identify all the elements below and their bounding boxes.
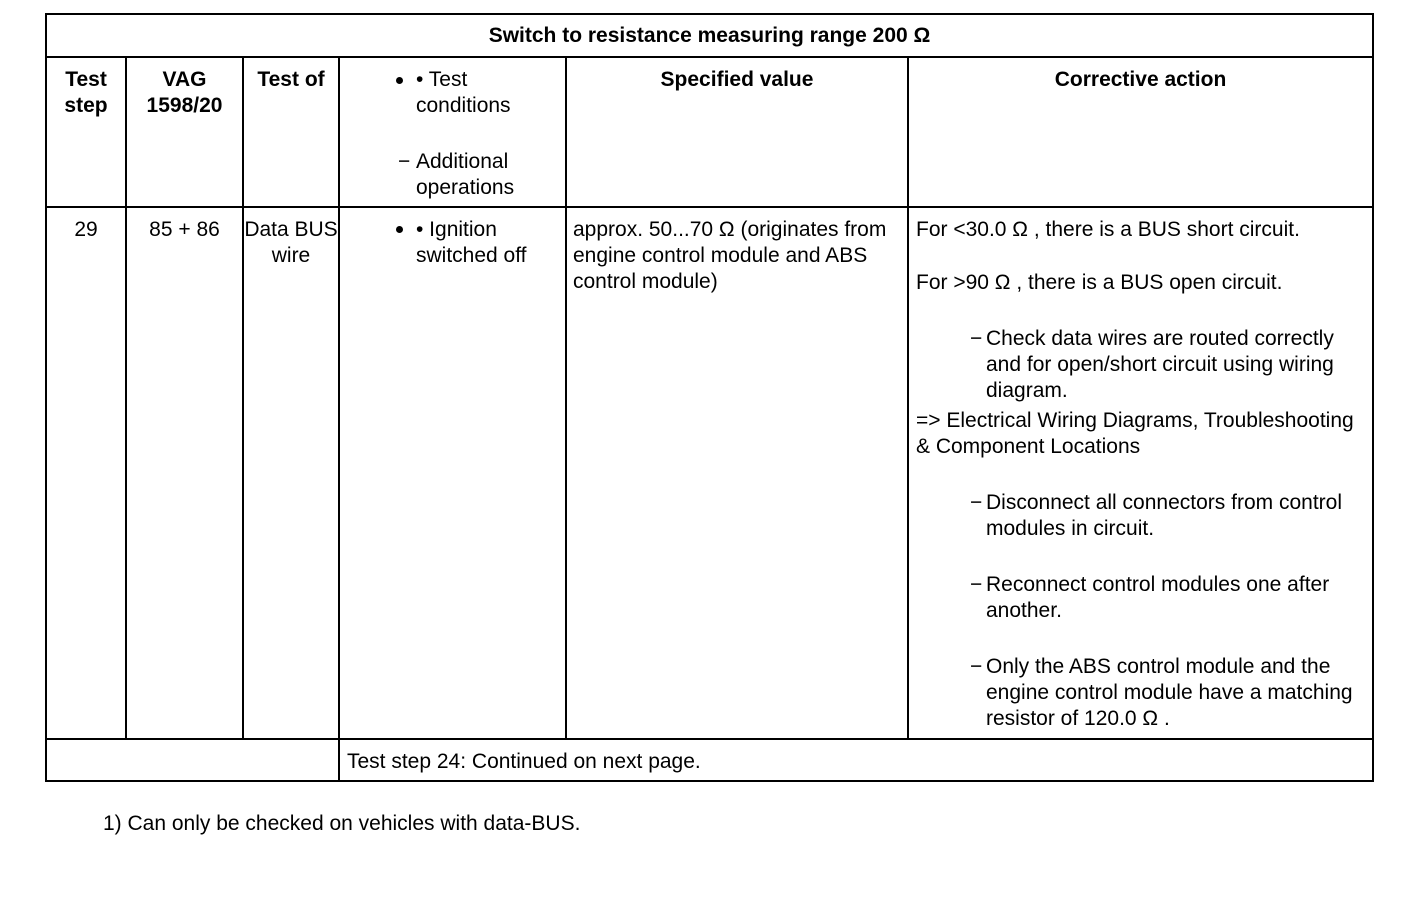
dash-icon: − <box>970 327 983 350</box>
header-test-step: Test step <box>46 57 126 207</box>
footer-continued: Test step 24: Continued on next page. <box>339 739 1373 781</box>
dash-icon: − <box>398 150 411 173</box>
header-additional-item <box>340 149 565 201</box>
dash-icon: − <box>970 491 983 514</box>
test-table <box>45 13 1374 782</box>
row-vag: 85 + 86 <box>126 207 243 739</box>
footer-row <box>46 739 1373 781</box>
corrective-short-circuit: For <30.0 Ω , there is a BUS short circuit. <box>916 218 1300 241</box>
row-condition: • Ignition switched off <box>416 218 527 267</box>
corrective-reference: => Electrical Wiring Diagrams, Troubleshooting & Component Locations <box>916 409 1354 458</box>
corrective-step-3: Reconnect control modules one after another. <box>986 573 1330 622</box>
header-row <box>46 57 1373 207</box>
corrective-step-4: Only the ABS control module and the engine control module have a matching resistor of 120.0 Ω . <box>986 655 1353 730</box>
bullet-icon <box>396 226 403 233</box>
table-row <box>46 207 1373 739</box>
header-conditions-cell <box>339 57 566 207</box>
dash-icon: − <box>970 573 983 596</box>
bullet-icon <box>396 77 403 84</box>
header-test-of: Test of <box>243 57 339 207</box>
dash-icon: − <box>970 655 983 678</box>
row-condition-cell <box>339 207 566 739</box>
header-vag: VAG 1598/20 <box>126 57 243 207</box>
header-conditions-item <box>340 67 565 119</box>
header-additional: Additional operations <box>416 150 515 199</box>
footer-empty-cell <box>46 739 339 781</box>
header-corrective: Corrective action <box>908 57 1373 207</box>
corrective-open-circuit: For >90 Ω , there is a BUS open circuit. <box>916 271 1283 294</box>
row-specified: approx. 50...70 Ω (originates from engine control module and ABS control module) <box>566 207 908 739</box>
table-title: Switch to resistance measuring range 200 Ω <box>46 14 1373 57</box>
row-corrective-cell <box>908 207 1373 739</box>
corrective-step-disconnect <box>916 490 1366 542</box>
row-test-of: Data BUS wire <box>243 207 339 739</box>
footnote: 1) Can only be checked on vehicles with data-BUS. <box>103 812 581 835</box>
corrective-step-1: Check data wires are routed correctly and for open/short circuit using wiring diagram. <box>986 327 1334 402</box>
row-condition-item <box>340 208 565 269</box>
header-conditions: • Test conditions <box>416 68 511 117</box>
corrective-step-check-wires <box>916 326 1366 404</box>
corrective-step-2: Disconnect all connectors from control modules in circuit. <box>986 491 1342 540</box>
corrective-step-matching-resistor <box>916 654 1366 732</box>
header-specified: Specified value <box>566 57 908 207</box>
corrective-step-reconnect <box>916 572 1366 624</box>
row-test-step: 29 <box>46 207 126 739</box>
